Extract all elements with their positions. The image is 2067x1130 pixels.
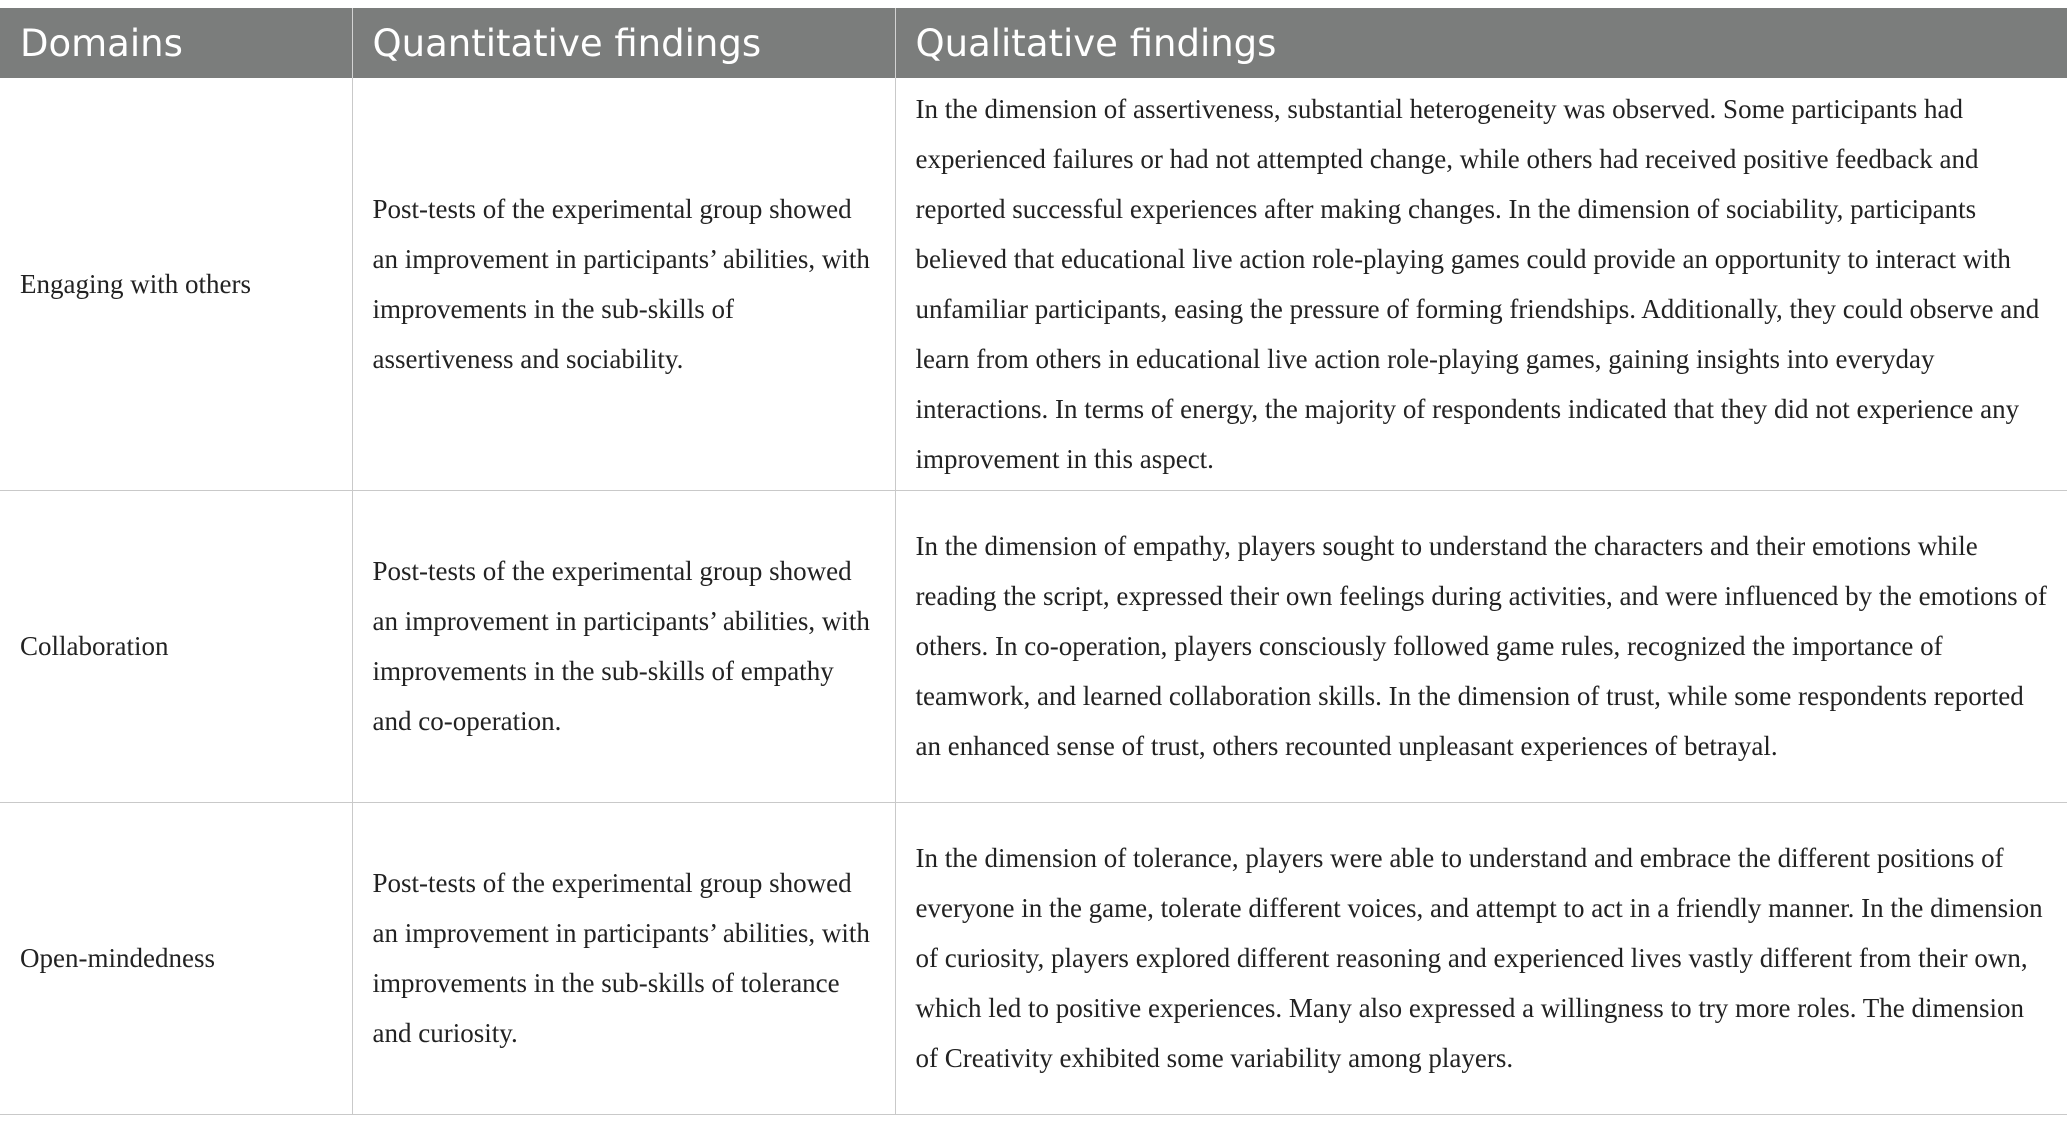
domain-cell: Collaboration	[0, 490, 352, 802]
findings-table	[0, 8, 2067, 1115]
table-body	[0, 78, 2067, 1114]
quantitative-cell: Post-tests of the experimental group showed an improvement in participants’ abilities, with improvements in the sub-skills of assertiveness and sociability.	[352, 78, 895, 490]
header-domains: Domains	[0, 8, 352, 78]
header-quantitative-findings: Quantitative findings	[352, 8, 895, 78]
findings-table-container	[0, 8, 2067, 1115]
qualitative-cell: In the dimension of assertiveness, substantial heterogeneity was observed. Some participants had experienced failures or had not attempted change, while others had received positive feedback and reported successful experiences after making changes. In the dimension of sociability, participants believed that educational live action role-playing games could provide an opportunity to interact with unfamiliar participants, easing the pressure of forming friendships. Additionally, they could observe and learn from others in educational live action role-playing games, gaining insights into everyday interactions. In terms of energy, the majority of respondents indicated that they did not experience any improvement in this aspect.	[895, 78, 2067, 490]
qualitative-cell: In the dimension of tolerance, players were able to understand and embrace the different positions of everyone in the game, tolerate different voices, and attempt to act in a friendly manner. In the dimension of curiosity, players explored different reasoning and experienced lives vastly different from their own, which led to positive experiences. Many also expressed a willingness to try more roles. The dimension of Creativity exhibited some variability among players.	[895, 802, 2067, 1114]
table-row	[0, 802, 2067, 1114]
table-row	[0, 78, 2067, 490]
header-qualitative-findings: Qualitative findings	[895, 8, 2067, 78]
quantitative-cell: Post-tests of the experimental group showed an improvement in participants’ abilities, with improvements in the sub-skills of tolerance and curiosity.	[352, 802, 895, 1114]
quantitative-cell: Post-tests of the experimental group showed an improvement in participants’ abilities, with improvements in the sub-skills of empathy and co-operation.	[352, 490, 895, 802]
header-row	[0, 8, 2067, 78]
domain-cell: Engaging with others	[0, 78, 352, 490]
table-row	[0, 490, 2067, 802]
qualitative-cell: In the dimension of empathy, players sought to understand the characters and their emotions while reading the script, expressed their own feelings during activities, and were influenced by the emotions of others. In co-operation, players consciously followed game rules, recognized the importance of teamwork, and learned collaboration skills. In the dimension of trust, while some respondents reported an enhanced sense of trust, others recounted unpleasant experiences of betrayal.	[895, 490, 2067, 802]
table-header	[0, 8, 2067, 78]
domain-cell: Open-mindedness	[0, 802, 352, 1114]
